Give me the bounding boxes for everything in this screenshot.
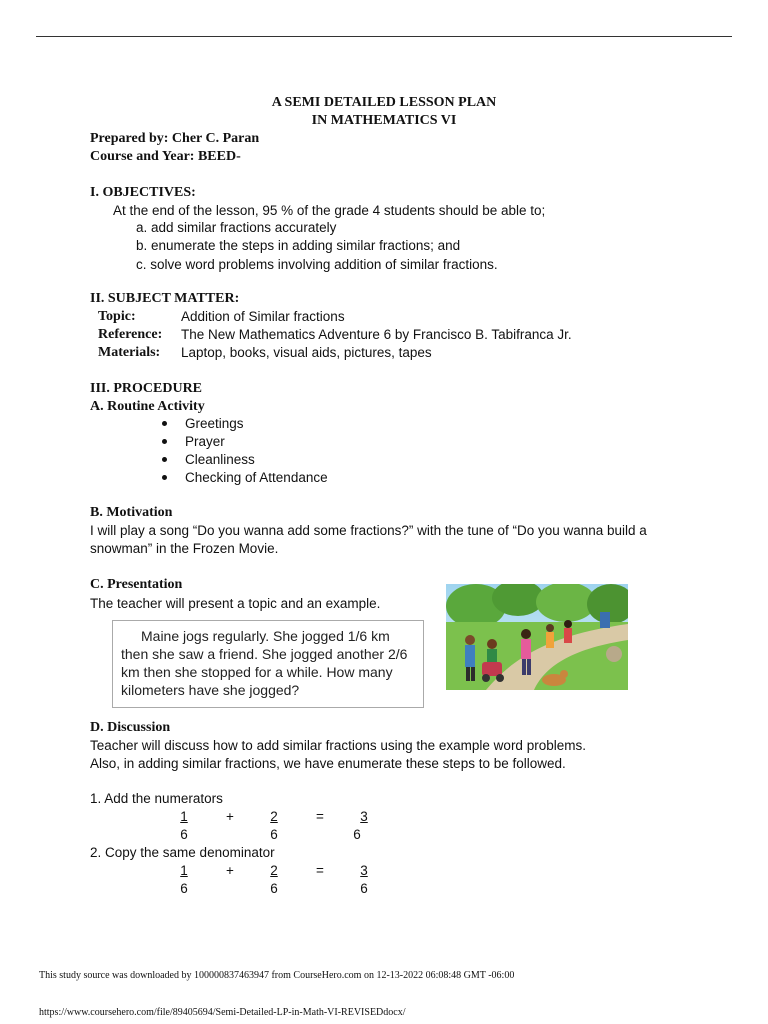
bullet-icon (162, 439, 167, 444)
motivation-text-line2: snowman” in the Frozen Movie. (90, 541, 279, 556)
routine-item: Greetings (185, 416, 244, 431)
fraction-result-denominator: 6 (353, 827, 361, 842)
example-word-problem-box (112, 620, 424, 708)
bullet-icon (162, 457, 167, 462)
motivation-heading: B. Motivation (90, 505, 173, 520)
prepared-by: Prepared by: Cher C. Paran (90, 131, 260, 146)
fraction-addend-a (172, 862, 196, 898)
topic-label: Topic: (98, 309, 136, 324)
source-url: https://www.coursehero.com/file/89405694/Semi-Detailed-LP-in-Math-VI-REVISEDdocx/ (39, 1007, 406, 1018)
numerator: 1 (180, 863, 188, 878)
discussion-text-line1: Teacher will discuss how to add similar fractions using the example word problems. (90, 738, 586, 753)
objectives-heading: I. OBJECTIVES: (90, 185, 196, 200)
objective-item: c. solve word problems involving addition of similar fractions. (136, 257, 498, 272)
document-title-line2: IN MATHEMATICS VI (311, 113, 457, 128)
course-year: Course and Year: BEED- (90, 149, 241, 164)
reference-label: Reference: (98, 327, 163, 342)
document-title-line1: A SEMI DETAILED LESSON PLAN (271, 95, 497, 110)
objective-item: b. enumerate the steps in adding similar fractions; and (136, 238, 461, 253)
objectives-intro: At the end of the lesson, 95 % of the grade 4 students should be able to; (113, 203, 546, 218)
reference-value: The New Mathematics Adventure 6 by Francisco B. Tabifranca Jr. (181, 327, 572, 342)
materials-label: Materials: (98, 345, 161, 360)
bullet-icon (162, 475, 167, 480)
example-word-problem-text: Maine jogs regularly. She jogged 1/6 km then she saw a friend. She jogged another 2/6 km then she stopped for a while. How many kilometers have she jogged? (121, 628, 408, 698)
materials-value: Laptop, books, visual aids, pictures, tapes (181, 345, 432, 360)
fraction-addend-a (172, 808, 196, 844)
denominator: 6 (360, 881, 368, 896)
top-rule (36, 36, 732, 37)
fraction-result (352, 808, 376, 826)
fraction-addend-b (262, 862, 286, 898)
routine-item: Cleanliness (185, 452, 255, 467)
plus-sign: + (226, 809, 234, 824)
presentation-text: The teacher will present a topic and an example. (90, 596, 381, 611)
download-source-notice: This study source was downloaded by 100000837463947 from CourseHero.com on 12-13-2022 06:08:48 GMT -06:00 (39, 970, 515, 981)
presentation-heading: C. Presentation (90, 577, 183, 592)
routine-heading: A. Routine Activity (90, 399, 205, 414)
park-joggers-illustration (446, 584, 628, 690)
step-label: 1. Add the numerators (90, 791, 223, 806)
equals-sign: = (316, 809, 324, 824)
fraction-addend-b (262, 808, 286, 844)
numerator: 2 (270, 809, 278, 824)
numerator: 3 (360, 863, 368, 878)
numerator: 3 (360, 809, 368, 824)
routine-item: Checking of Attendance (185, 470, 328, 485)
numerator: 2 (270, 863, 278, 878)
discussion-heading: D. Discussion (90, 720, 171, 735)
bullet-icon (162, 421, 167, 426)
routine-item: Prayer (185, 434, 225, 449)
motivation-text-line1: I will play a song “Do you wanna add some fractions?” with the tune of “Do you wanna build a (90, 523, 647, 538)
subject-matter-heading: II. SUBJECT MATTER: (90, 291, 240, 306)
step-label: 2. Copy the same denominator (90, 845, 275, 860)
procedure-heading: III. PROCEDURE (90, 381, 203, 396)
denominator: 6 (180, 827, 188, 842)
numerator: 1 (180, 809, 188, 824)
denominator: 6 (270, 827, 278, 842)
plus-sign: + (226, 863, 234, 878)
objective-item: a. add similar fractions accurately (136, 220, 337, 235)
denominator: 6 (270, 881, 278, 896)
fraction-result (352, 862, 376, 898)
discussion-text-line2: Also, in adding similar fractions, we have enumerate these steps to be followed. (90, 756, 566, 771)
denominator: 6 (180, 881, 188, 896)
topic-value: Addition of Similar fractions (181, 309, 345, 324)
equals-sign: = (316, 863, 324, 878)
